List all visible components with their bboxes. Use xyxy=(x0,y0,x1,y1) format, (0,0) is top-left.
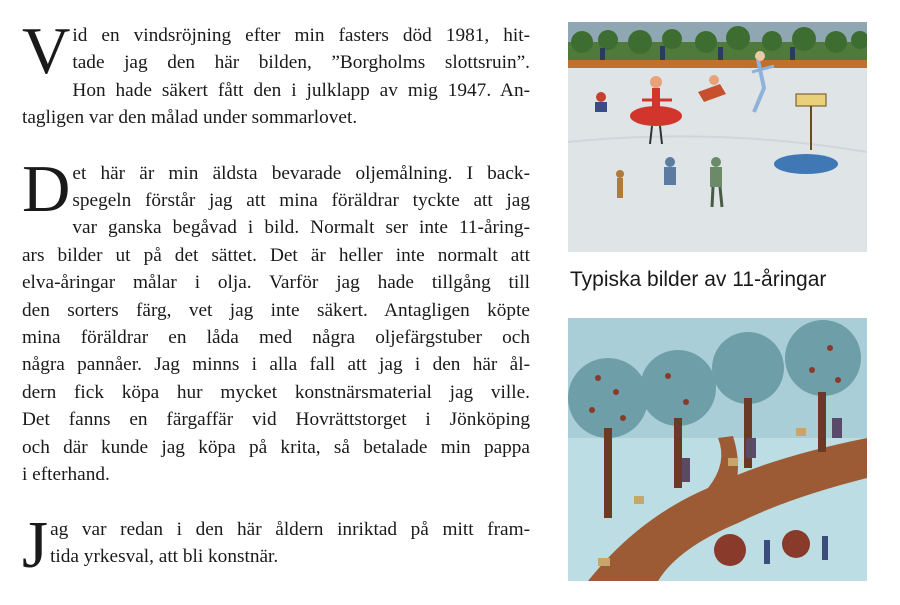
text-line: ars bilder ut på det sättet. Det är heller inte normalt att xyxy=(22,244,530,266)
text-line: Det fanns en färgaffär vid Hovrättstorget i Jönköping xyxy=(22,409,530,431)
drop-cap: J xyxy=(22,507,49,582)
text-line: den sorters färg, vet jag inte säkert. Antagligen köpte xyxy=(22,299,530,321)
paragraph-1 xyxy=(22,14,530,132)
drop-cap: D xyxy=(22,151,71,226)
text-line: elva-åringar målar i olja. Varför jag hade tillgång till xyxy=(22,272,530,294)
paragraph-2 xyxy=(22,151,530,489)
text-line: och där kunde jag köpa på krita, så betalade min pappa xyxy=(22,436,530,458)
drop-cap: V xyxy=(22,14,71,88)
article-text xyxy=(22,14,530,582)
text-line: var ganska begåvad i bild. Normalt ser inte 11-åring- xyxy=(72,217,530,239)
text-line: id en vindsröjning efter min fasters död 1981, hit- xyxy=(72,25,530,46)
text-line: Hon hade säkert fått den i julklapp av mig 1947. An- xyxy=(72,79,530,101)
skating-painting xyxy=(568,22,867,252)
text-line: tagligen var den målad under sommarlovet. xyxy=(22,107,358,129)
text-line: ag var redan i den här åldern inriktad på mitt fram- xyxy=(50,518,530,540)
text-line: dern fick köpa hur mycket konstnärsmaterial jag ville. xyxy=(22,381,530,403)
orchard-painting xyxy=(568,318,867,581)
text-line: i efterhand. xyxy=(22,464,110,486)
text-line: tida yrkesval, att bli konstnär. xyxy=(50,545,279,567)
text-line: et här är min äldsta bevarade oljemålning. I back- xyxy=(72,162,530,184)
text-line: tade jag den här bilden, ”Borgholms slottsruin”. xyxy=(72,52,530,74)
text-line: mina föräldrar en låda med några oljefärgstuber och xyxy=(22,327,530,349)
paragraph-3 xyxy=(22,507,530,582)
figure-caption: Typiska bilder av 11-åringar xyxy=(570,268,827,291)
text-line: spegeln förstår jag att mina föräldrar tyckte att jag xyxy=(72,190,530,212)
text-line: några pannåer. Jag minns i alla fall att jag i den här ål- xyxy=(22,354,530,376)
